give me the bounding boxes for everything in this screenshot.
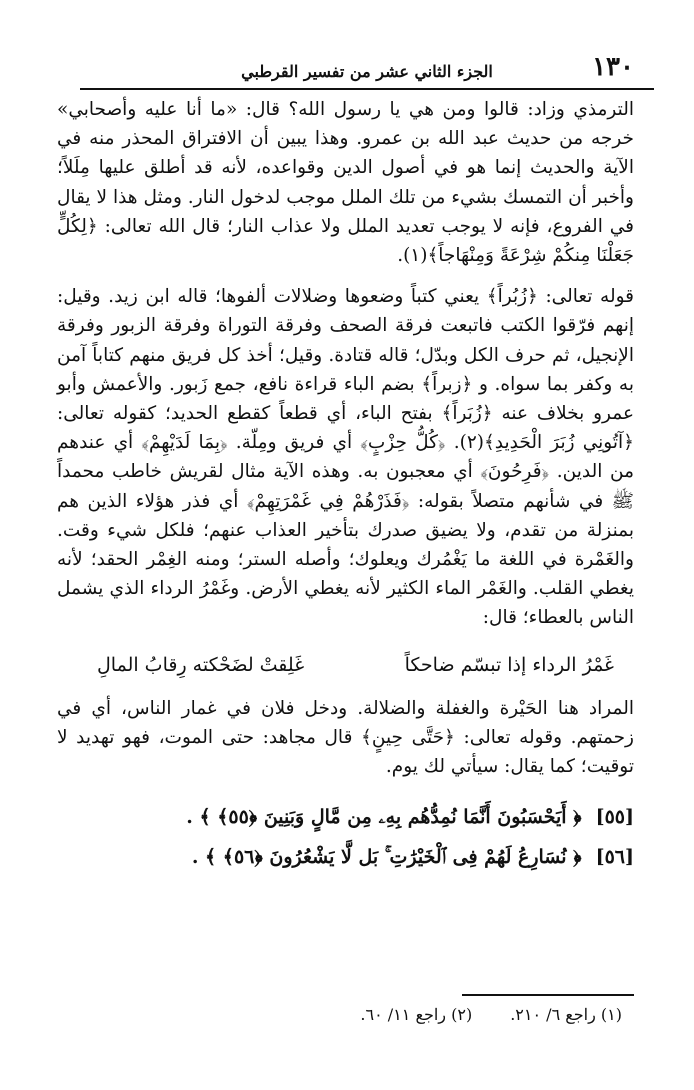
body-text <box>57 95 634 877</box>
quran-verses <box>57 797 634 877</box>
verse-number: [٥٥] <box>595 806 634 829</box>
verse-text: ﴿ أَيَحْسَبُونَ أَنَّمَا نُمِدُّهُم بِهِۦ مِن مَّالٍ وَبَنِينَ ﴿٥٥﴾ ﴾ . <box>186 806 582 829</box>
quran-verse-line <box>57 797 634 837</box>
quran-verse-line <box>57 837 634 877</box>
verse-hemistich-left: غَلِقتْ لضَحْكته رِقابُ المالِ <box>97 653 305 676</box>
running-title: الجزء الثاني عشر من تفسير القرطبي <box>241 62 493 81</box>
poetry-verse <box>57 633 634 694</box>
footnote: (٢) راجع ١١/ ٦٠. <box>360 1005 473 1024</box>
footnote: (١) راجع ٦/ ٢١٠. <box>510 1005 622 1024</box>
paragraph: الترمذي وزاد: قالوا ومن هي يا رسول الله؟ قال: «ما أنا عليه وأصحابي» خرجه من حديث عبد الله بن عمرو. وهذا يبين أن الافتراق المحذر منه في الآية والحديث إنما هو في أصول الدين وقواعده، لأنه قد أطلق عليها مِلَلاً؛ وأخبر أن التمسك بشيء من تلك الملل موجب لدخول النار. ومثل هذا لا يقال في الفروع، فإنه لا يوجب تعديد الملل ولا عذاب النار؛ قال الله تعالى: ﴿لِكُلٍّ جَعَلْنَا مِنكُمْ شِرْعَةً وَمِنْهَاجاً﴾(١). <box>57 99 634 267</box>
page-header <box>80 48 654 90</box>
verse-hemistich-right: غَمْرُ الرداء إذا تبسّم ضاحكاً <box>404 653 614 676</box>
paragraph: المراد هنا الحَيْرة والغفلة والضلالة. ودخل فلان في غمار الناس، أي في زحمتهم. وقوله تعالى: ﴿حَتَّى حِينٍ﴾ قال مجاهد: حتى الموت، فهو تهديد لا توقيت؛ كما يقال: سيأتي لك يوم. <box>57 697 634 778</box>
page-number: ١٣٠ <box>592 52 634 82</box>
footnotes <box>142 1005 622 1024</box>
verse-text: ﴿ نُسَارِعُ لَهُمْ فِى ٱلْخَيْرَٰتِ ۚ بَل لَّا يَشْعُرُونَ ﴿٥٦﴾ ﴾ . <box>191 846 582 869</box>
paragraph: قوله تعالى: ﴿زُبُراً﴾ يعني كتباً وضعوها وضلالات ألفوها؛ قاله ابن زيد. وقيل: إنهم فرّقوا الكتب فاتبعت فرقة الصحف وفرقة التوراة وفرقة الزبور وفرقة الإنجيل، ثم حرف الكل وبدّل؛ قاله قتادة. وقيل؛ أخذ كل فريق منهم كتاباً آمن به وكفر بما سواه. و ﴿زبراً﴾ بضم الباء قراءة نافع، جمع زَبور. والأعمش وأبو عمرو بخلاف عنه ﴿زُبَراً﴾ بفتح الباء، أي قطعاً كقطع الحديد؛ كقوله تعالى: ﴿آتُونِي زُبَرَ الْحَدِيدِ﴾(٢). ﴿كُلُّ حِزْبٍ﴾ أي فريق ومِلّة. ﴿بِمَا لَدَيْهِمْ﴾ أي عندهم من الدين. ﴿فَرِحُونَ﴾ أي معجبون به. وهذه الآية مثال لقريش خاطب محمداً ﷺ في شأنهم متصلاً بقوله: ﴿فَذَرْهُمْ فِي غَمْرَتِهِمْ﴾ أي فذر هؤلاء الذين هم بمنزلة من تقدم، ولا يضيق صدرك بتأخير العذاب عنهم؛ فلكل شيء وقت. والغَمْرة في اللغة ما يَغْمُرك ويعلوك؛ وأصله الستر؛ ومنه الغِمْر الحقد؛ لأنه يغطي القلب. والغَمْر الماء الكثير لأنه يغطي الأرض. وغَمْرُ الرداء الذي يشمل الناس بالعطاء؛ قال: <box>57 286 634 629</box>
verse-number: [٥٦] <box>595 846 634 869</box>
footnote-divider <box>462 994 634 996</box>
